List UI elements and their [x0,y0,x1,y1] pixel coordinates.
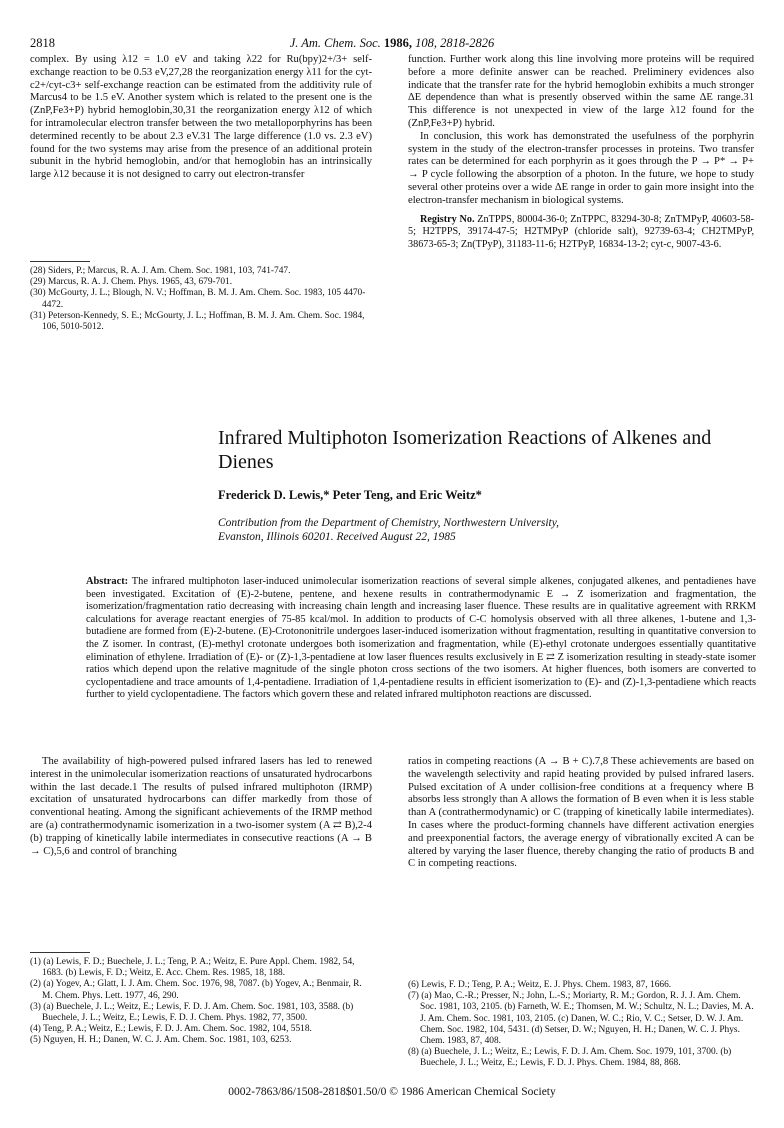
reference: (2) (a) Yogev, A.; Glatt, I. J. Am. Chem. Soc. 1976, 98, 7087. (b) Yogev, A.; Benmair, R. M. Chem. Phys. Lett. 1977, 46, 290. [30,979,362,1001]
abstract [86,576,756,702]
reference: (5) Nguyen, H. H.; Danen, W. C. J. Am. Chem. Soc. 1981, 103, 6253. [30,1035,292,1046]
abstract-label: Abstract: [86,576,129,587]
reference: (7) (a) Mao, C.-R.; Presser, N.; John, L.-S.; Moriarty, R. M.; Gordon, R. J. J. Am. Chem. Soc. 1981, 103, 2105. (b) Farneth, W. E.; Thomsen, M. W.; Schultz, N. L.; Davies, M. A. J. Am. Chem. Soc. 1981, 103, 2105. (c) Danen, W. C.; Rio, V. C.; Setser, D. W. J. Am. Chem. Soc. 1982, 104, 5431. (d) Setser, D. W.; Nguyen, H. H.; Danen, W. C. J. Phys. Chem. 1983, 87, 408. [408,991,754,1047]
abstract-text: The infrared multiphoton laser-induced unimolecular isomerization reactions of several simple alkenes, conjugated alkenes, and pentadienes have been investigated. Excitation of (E)-2-butene, pentene, and hexene results in contrathermodynamic E → Z isomerization and fragmentation, the isomerization/fragmentation ratio decreasing with increasing chain length and increasing laser fluence. These results are in qualitative agreement with RRKM calculations for average reactant energies of 75-85 kcal/mol. In addition to products of C-C homolysis observed with all three alkenes, 1-butene and 1,3-butadiene are formed from (E)-2-butene. (E)-Crotononitrile undergoes laser-induced isomerization without fragmentation, resulting in quantitative conversion to the Z isomer. In contrast, (E)-methyl crotonate undergoes both isomerization and fragmentation, while (E)-ethyl crotonate undergoes essentially quantitative elimination of ethylene. Irradiation of (E)- or (Z)-1,3-pentadiene at low laser fluences results exclusively in E ⇄ Z isomerization resulting in steady-state isomer ratios which depend upon the relative magnitude of the single photon cross sections of the two isomers. At higher fluences, both isomers are converted to cyclopentadiene and trace amounts of 1,4-pentadiene. Irradiation of 1,4-pentadiene results in efficient isomerization to (E)- and (Z)-1,3-pentadiene which reacts further to yield cyclopentadiene. The factors which govern these and related infrared multiphoton reactions are discussed. [86,576,756,701]
reference: (8) (a) Buechele, J. L.; Weitz, E.; Lewis, F. D. J. Am. Chem. Soc. 1979, 101, 3700. (b) Buechele, J. L.; Weitz, E.; Lewis, F. D. J. Phys. Chem. 1984, 88, 868. [408,1047,732,1069]
body-right-column [408,756,754,871]
reference: (28) Siders, P.; Marcus, R. A. J. Am. Chem. Soc. 1981, 103, 741-747. [30,266,291,276]
footnote-rule [30,952,90,953]
reference: (29) Marcus, R. A. J. Chem. Phys. 1965, 43, 679-701. [30,277,233,288]
volume-pages: 108, 2818-2826 [415,36,495,50]
registry-numbers [408,214,754,252]
page-number: 2818 [30,36,55,50]
article-affiliation [218,516,758,544]
journal-year: 1986, [383,36,413,50]
prev-left-paragraph: complex. By using λ12 = 1.0 eV and taking λ22 for Ru(bpy)2+/3+ self-exchange reaction to be 0.53 eV,27,28 the reorganization energy λ11 for the cyt-c2+/cyt-c3+ self-exchange reaction can be estimated from the additivity rule of Marcus4 to be 1.5 eV. Another system which is related to the present one is the (ZnP,Fe3+P) hybrid hemoglobin,30,31 the reorganization energy λ12 of which for intramolecular electron transfer between the two metalloporphyrins has been determined recently to be about 2.3 eV.31 The large difference (1.0 vs. 2.3 eV) found for the two systems may arise from the presence of an additional protein subunit in the hybrid hemoglobin, and/or that hemoglobin has an intrinsically large λ12 because it is not designed to carry out electron-transfer [30,54,372,181]
prev-article-left-text [30,54,372,182]
article-authors: Frederick D. Lewis,* Peter Teng, and Eric Weitz* [218,488,482,502]
affiliation-line-2: Evanston, Illinois 60201. Received August 22, 1985 [218,531,456,543]
prev-article-refs [30,266,372,333]
article-refs-left [30,957,372,1047]
prev-right-paragraph-2: In conclusion, this work has demonstrated the usefulness of the porphyrin system in the study of the electron-transfer processes in proteins. Two transfer rates can be determined for each porphyrin as it goes through the P → P* → P+ → P cycle following the absorption of a photon. In the future, we hope to study several other proteins over a wide ΔE range in order to gain more insight into the electron-transfer mechanism in biological systems. [408,130,754,206]
article-title: Infrared Multiphoton Isomerization Reactions of Alkenes and Dienes [218,427,712,473]
journal-name: J. Am. Chem. Soc. [289,36,381,50]
reference: (30) McGourty, J. L.; Blough, N. V.; Hoffman, B. M. J. Am. Chem. Soc. 1983, 105 4470-4472. [30,288,366,310]
registry-text: ZnTPPS, 80004-36-0; ZnTPPC, 83294-30-8; ZnTMPyP, 40603-58-5; H2TPPS, 39174-47-5; H2TMPyP (chloride salt), 92739-63-4; CH2TMPyP, 38673-65-3; Zn(TPyP), 31183-11-6; H2TPyP, 16834-13-2; cyt-c, 9007-43-6. [408,213,754,251]
article-refs-right [408,980,754,1070]
reference: (31) Peterson-Kennedy, S. E.; McGourty, J. L.; Hoffman, B. M. J. Am. Chem. Soc. 1984, 106, 5010-5012. [30,310,365,333]
registry-label: Registry No. [420,213,475,225]
footnote-rule [30,261,90,262]
running-header [0,36,784,51]
reference: (6) Lewis, F. D.; Teng, P. A.; Weitz, E. J. Phys. Chem. 1983, 87, 1666. [408,980,672,990]
copyright-footer: 0002-7863/86/1508-2818$01.50/0 © 1986 American Chemical Society [228,1086,556,1098]
reference: (1) (a) Lewis, F. D.; Buechele, J. L.; Teng, P. A.; Weitz, E. Pure Appl. Chem. 1982, 54, 1683. (b) Lewis, F. D.; Weitz, E. Acc. Chem. Res. 1985, 18, 188. [30,957,355,979]
body-right-paragraph: ratios in competing reactions (A → B + C).7,8 These achievements are based on the wavelength selectivity and rapid heating provided by pulsed infrared lasers. Pulsed excitation of A under collision-free conditions at a frequency where B absorbs less strongly than A allows the formation of B even when it is less stable than A (contrathermodynamic) or C (trapping of kinetically labile intermediates). In cases where the product-forming channels have different activation energies and preexponential factors, the average energy of vibrationally excited A can be altered by varying the laser fluence, thereby changing the ratio of products B and C in competing reactions. [408,756,754,870]
body-left-column [30,756,372,858]
reference: (4) Teng, P. A.; Weitz, E.; Lewis, F. D. J. Am. Chem. Soc. 1982, 104, 5518. [30,1024,312,1035]
affiliation-line-1: Contribution from the Department of Chemistry, Northwestern University, [218,517,560,529]
prev-article-right-text [408,54,754,252]
reference: (3) (a) Buechele, J. L.; Weitz, E.; Lewis, F. D. J. Am. Chem. Soc. 1981, 103, 3588. (b) Buechele, J. L.; Weitz, E.; Lewis, F. D. J. Chem. Phys. 1982, 77, 3500. [30,1001,354,1024]
prev-right-paragraph-1: function. Further work along this line involving more proteins will be required before a more definite answer can be reached. Preliminery evidences also indicate that the transfer rate for the hybrid hemoglobin exhibits a much stronger ΔE dependence than what is presently observed within the same ΔE range.31 This difference is not unexpected in view of the large λ12 found for the (ZnP,Fe3+P) hybrid. [408,54,754,129]
body-left-paragraph: The availability of high-powered pulsed infrared lasers has led to renewed interest in the unimolecular isomerization reactions of unsaturated hydrocarbons within the last decade.1 The results of pulsed infrared multiphoton (IRMP) excitation of unsaturated hydrocarbons can differ markedly from those of conventional heating. Among the significant achievements of the IRMP method are (a) contrathermodynamic isomerization in a two-isomer system (A ⇄ B),2-4 (b) trapping of kinetically labile intermediates in consecutive reactions (A → B → C),5,6 and control of branching [30,756,372,857]
